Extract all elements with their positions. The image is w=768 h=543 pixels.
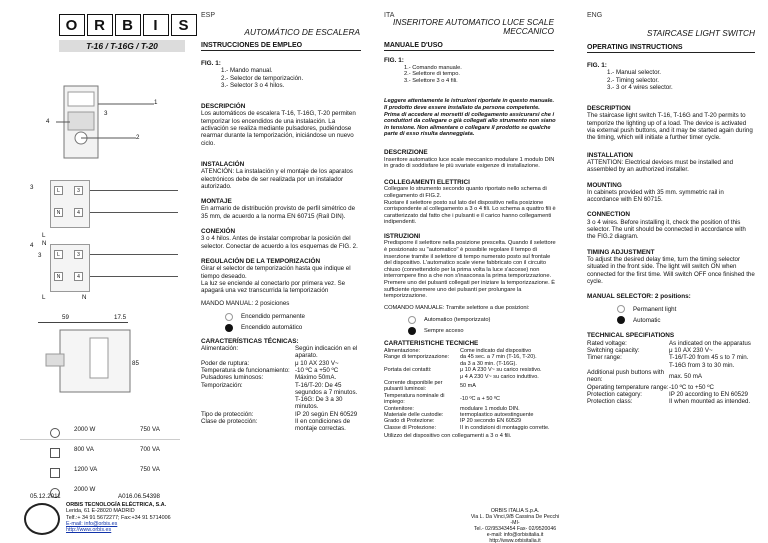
fig-en: FIG. 1: [587, 62, 607, 69]
line-n: N [82, 294, 87, 301]
orbis-footer-logo [24, 503, 60, 535]
terminal-l: L [54, 250, 63, 259]
selector-label: 4 [30, 242, 34, 249]
dim-height: 85 [132, 360, 139, 367]
spec-val: modulare 1 modulo DIN. [460, 405, 520, 412]
spec-val: II en condiciones de montaje correctas. [295, 417, 351, 433]
logo-letter: I [143, 14, 169, 36]
tim-h-en: TIMING ADJUSTMENT [587, 248, 655, 256]
spec-val: -10 ºC to +50 ºC [669, 383, 714, 391]
load-value: 700 VA [140, 446, 160, 453]
desc-it: Inseritore automatico luce scale meccanico modulare 1 modulo DIN in grado di soddisfare le più svariate esigenze di installazione. [384, 156, 555, 170]
spec-row [384, 354, 550, 367]
title-it: INSERITORE AUTOMATICO LUCE SCALE MECCANICO [392, 17, 554, 36]
terminal-n: N [54, 208, 63, 217]
line-n: N [42, 240, 47, 247]
spec-row [201, 345, 361, 360]
inst-en: ATTENTION: Electrical devices must be installed and assembled by an authorized installer. [587, 158, 734, 174]
pos2-row-en [617, 316, 755, 324]
spec-row [587, 369, 751, 384]
spec-key: Contenitore: [384, 405, 414, 412]
callout-2: 2 [136, 134, 140, 141]
spec-row [384, 367, 550, 380]
spec-val: μ 10 AX 230 V~ [669, 347, 713, 355]
car-h-es: CARACTERÍSTICAS TÉCNICAS: [201, 337, 299, 345]
spec-key: Alimentación: [201, 345, 239, 353]
spec-key: Rated voltage: [587, 339, 627, 347]
spec-row [201, 367, 361, 374]
wiring-diagram-3wire [30, 180, 180, 246]
coll-it: Collegare lo strumento secondo quanto riportato nello schema di collegamento di FIG.2. Ruotare il selettore posto sul lato del dispositivo nella posizione corrispondente al collegamento a 3 o 4 fili. Lo schema a quattro fili è caratterizzato dal fatto che i pulsanti e il carico hanno collegamenti indipendenti. [384, 186, 556, 226]
car-h-it: CARATTERISTICHE TECNICHE [384, 340, 479, 348]
load-value: 800 VA [74, 446, 94, 453]
manual-en: OPERATING INSTRUCTIONS [587, 44, 755, 53]
spec-key: Corrente disponibile per pulsanti luminosi: [384, 380, 443, 393]
spec-val: da 45 sec. a 7 min (T-16, T-20). da 3 a 30 min. (T-16G). [460, 354, 537, 367]
spec-row [587, 354, 751, 369]
section-es [201, 60, 361, 433]
spec-row [587, 384, 751, 391]
spec-row [587, 347, 751, 354]
switch-off-icon [225, 313, 233, 321]
spec-val: -10 ºC a + 50 ºC [460, 396, 500, 403]
pos1-row-en [617, 305, 755, 313]
logo-letter: S [171, 14, 197, 36]
spec-row [384, 380, 550, 393]
pos2-row-es [225, 324, 361, 332]
spec-table-en [587, 340, 751, 406]
mont-es: En armario de distribución provisto de perfil simétrico de 35 mm, de acuerdo a la norma EN 60715 (Raíl DIN). [201, 205, 356, 220]
spec-key: Temperatura nominale di impiego: [384, 392, 445, 406]
switch-on-icon [617, 316, 625, 324]
fig-items-es: 1.- Mando manual. 2.- Selector de temporización. 3.- Selector 3 o 4 hilos. [221, 67, 304, 89]
desc-h-es: DESCRIPCIÓN [201, 103, 246, 111]
spec-key: Range di temporizzazione: [384, 354, 450, 361]
spec-val: 50 mA [460, 383, 476, 390]
spec-row [587, 340, 751, 347]
spec-val: Máximo 50mA. [295, 374, 337, 382]
pos1-it: Automatico (temporizzato) [424, 317, 491, 324]
fig-it: FIG. 1: [384, 57, 404, 64]
spec-row [201, 418, 361, 433]
outline-drawing [40, 328, 136, 398]
con-h-en: CONNECTION [587, 211, 630, 219]
switch-off-icon [408, 316, 416, 324]
spec-key: Timer range: [587, 354, 622, 362]
manual-it: MANUALE D'USO [384, 42, 554, 51]
dim-width: 59 [62, 314, 69, 321]
reg-es: Girar el selector de temporización hasta que indique el tiempo deseado. La luz se enciende al conectarlo por primera vez. Se apagará una vez transcurrida la temporización [201, 265, 351, 295]
inst-es: ATENCIÓN: La instalación y el montaje de los aparatos electrónicos debe de ser realizada por un instalador autorizado. [201, 168, 353, 190]
spec-key: Pulsadores luminosos: [201, 374, 264, 382]
mont-h-es: MONTAJE [201, 198, 232, 206]
spec-val: -10 ºC a +50 ºC [295, 366, 339, 374]
spec-row [384, 425, 550, 431]
spec-key: Protection class: [587, 398, 633, 406]
lamp-icon [50, 428, 60, 438]
spec-key: Additional push buttons with neon: [587, 368, 665, 384]
company-name: ORBIS TECNOLOGÍA ELÉCTRICA, S.A. [66, 502, 167, 508]
spec-val: As indicated on the apparatus [669, 339, 751, 347]
pos2-it: Sempre acceso [424, 328, 464, 335]
spec-key: Protection category: [587, 390, 643, 398]
terminal-4: 4 [74, 272, 83, 281]
spec-key: Materiale delle custodie: [384, 412, 444, 419]
spec-val: termoplastico autoestinguente [460, 412, 534, 419]
lang-en: ENG [587, 12, 603, 19]
selector-label: 3 [30, 184, 34, 191]
pos1-es: Encendido permanente [241, 313, 305, 321]
mount-en: In cabinets provided with 35 mm. symmetric rail in accordance with EN 60715. [587, 188, 724, 204]
con-en: 3 o 4 wires. Before installing it, check the position of this selector. The unit should be connected in accordance with the FIG.2 diagram. [587, 218, 746, 241]
note-it: Utilizzo del dispositivo con collegamenti a 3 o 4 fili. [384, 433, 512, 440]
lang-es: ESP [201, 12, 216, 19]
spec-key: Clase de protección: [201, 417, 258, 425]
spec-key: Operating temperature range: [587, 383, 669, 391]
pos2-row-it [408, 327, 556, 335]
terminal-3: 3 [74, 186, 83, 195]
callout-4: 4 [46, 118, 50, 125]
spec-key: Poder de ruptura: [201, 359, 250, 367]
fig-es: FIG. 1: [201, 60, 221, 67]
load-value: 2000 W [74, 486, 96, 493]
company-phone: Telf.:+ 34 91 5672277; Fax:+34 91 5714006 [66, 514, 171, 521]
reg-h-es: REGULACIÓN DE LA TEMPORIZACIÓN [201, 257, 321, 265]
logo-letter: B [115, 14, 141, 36]
mount-h-en: MOUNTING [587, 181, 622, 189]
lang-it: ITA [384, 12, 395, 19]
line-l: L [42, 232, 46, 239]
desc-es: Los automáticos de escalera T-16, T-16G, T-20 permiten temporizar los encendidos de una instalación. La activación se realiza mediante pulsadores, pudiéndose rearmar durante la temporización, iniciándose un nuevo ciclo. [201, 110, 356, 147]
switch-off-icon [617, 305, 625, 313]
halogen-icon [50, 468, 60, 478]
spec-val: μ 10 AX 230 V~ [295, 359, 339, 367]
warning-it: Leggere attentamente le istruzioni riportate in questo manuale. Il prodotto deve essere installato da persona competente. Prima di accedere ai morsetti di collegamento assicurarsi che i conduttori da collegare o già collegati allo strumento non siano in tensione. Non alimentare o collegare il prodotto se qualche parte di esso risulta danneggiata. [384, 98, 556, 138]
spec-row [587, 398, 751, 405]
logo-letter: R [87, 14, 113, 36]
footer-it: ORBIS ITALIA S.p.A. Via L. Da Vinci,9/B Cassina De Pecchi -MI- Tel.- 02/95343454 Fax- 02/9520046 e-mail: info@orbisitalia.it http://www.orbisitalia.it [470, 508, 560, 543]
istr-it: Predisporre il selettore nella posizione prescelta. Quando il selettore è posizionato su "automatico" è possibile regolare il tempo di inserzione tramite il selettore di tempo numerato posto sul frontale del dispositivo. L'automatico scale viene fabbricato con il circuito chiuso (connettendolo per la prima volta la luce s'accese) non interrompere fino a che non s'inasconsa la prima temporizzazione. Premere uno dei pulsanti collegati per iniziare la temporizzazione. È sufficiente ripremere uno dei pulsanti per prolungare la temporizzazione. [384, 240, 556, 300]
spec-key: Grado di Protezione: [384, 418, 435, 425]
spec-row [201, 374, 361, 381]
terminal-4: 4 [74, 208, 83, 217]
section-en [587, 62, 755, 405]
desc-en: The staircase light switch T-16, T-16G and T-20 permits to temporize the lighting up of a load. The device is activated via external push buttons, and it may be started again during the timing, which will initiate a further timer cycle. [587, 112, 753, 142]
callout-3: 3 [104, 110, 108, 117]
cmd-it: COMANDO MANUALE: Tramite selettore a due posizioni: [384, 304, 530, 311]
title-es: AUTOMÁTICO DE ESCALERA [244, 27, 360, 37]
coll-h-it: COLLEGAMENTI ELETTRICI [384, 178, 470, 186]
inst-h-es: INSTALACIÓN [201, 160, 245, 168]
section-it [384, 58, 556, 440]
fig-items-it: 1.- Comando manuale. 2.- Selettore di tempo. 3.- Selettore 3 o 4 fili. [404, 64, 462, 84]
spec-key: Alimentazione: [384, 348, 421, 354]
spec-val: max. 50 mA [669, 372, 703, 380]
callout-1: 1 [154, 99, 158, 106]
doc-date: 05.12.2011 [30, 493, 61, 500]
doc-code: A016.06.54398 [118, 493, 160, 500]
company-email[interactable]: E-mail: info@orbis.es [66, 520, 118, 527]
company-city: E-28020 MADRID [91, 508, 135, 515]
load-value: 2000 W [74, 426, 96, 433]
model-title: T-16 / T-16G / T-20 [59, 40, 185, 52]
spec-val: IP 20 according to EN 60529 [669, 390, 749, 398]
inst-h-en: INSTALLATION [587, 151, 633, 159]
spec-val: T-16/T-20 from 45 s to 7 min. T-16G from 3 to 30 min. [669, 354, 749, 369]
pos2-en: Automatic [633, 316, 661, 324]
tim-en: To adjust the desired delay time, turn the timing selector situated in the front side. The light will switch ON when connected for the first time. Will switch OFF once finished the cycle. [587, 255, 755, 285]
orbis-logo [59, 14, 197, 36]
spec-table-it [384, 348, 550, 431]
spec-val: T-16/T-20: De 45 segundos a 7 minutos. T-16G: De 3 a 30 minutos. [295, 381, 358, 411]
manual-es: INSTRUCCIONES DE EMPLEO [201, 42, 361, 51]
wiring-diagram-4wire [30, 240, 180, 306]
pos2-es: Encendido automático [241, 324, 303, 332]
switch-on-icon [408, 327, 416, 335]
spec-key: Portata dei contatti: [384, 367, 432, 374]
spec-row [201, 360, 361, 367]
spec-key: Switching capacity: [587, 347, 640, 355]
pos1-en: Permanent light [633, 305, 677, 313]
line-l: L [42, 294, 46, 301]
desc-h-en: DESCRIPTION [587, 105, 631, 113]
spec-key: Tipo de protección: [201, 410, 254, 418]
switch-on-icon [225, 324, 233, 332]
dimension-drawing [40, 328, 136, 398]
mando-es: MANDO MANUAL: 2 posiciones [201, 300, 290, 308]
dim-17: 17.5 [114, 314, 127, 321]
company-address: Lerida, 61 [66, 508, 90, 515]
device-figure [36, 82, 166, 162]
con-es: 3 o 4 hilos. Antes de instalar comprobar la posición del selector. Conectar de acuerdo a los esquemas de FIG. 2. [201, 235, 358, 250]
spec-key: Classe di Protezione: [384, 424, 436, 431]
fluorescent-icon [50, 448, 60, 458]
desc-h-it: DESCRIZIONE [384, 148, 428, 156]
pos1-row-it [408, 316, 556, 324]
device-drawing [36, 82, 166, 162]
spec-val: μ 10 A 230 V~ su carico resistivo. μ 4 A 230 V~ su carico induttivo. [460, 367, 542, 380]
spec-key: Temperatura de funcionamiento: [201, 366, 290, 374]
man-en: MANUAL SELECTOR: 2 positions: [587, 293, 691, 301]
istr-h-it: ISTRUZIONI [384, 232, 421, 240]
spec-table-es [201, 345, 361, 433]
spec-row [201, 382, 361, 411]
company-web[interactable]: http://www.orbis.es [66, 527, 112, 534]
terminal-n: N [54, 272, 63, 281]
terminal-l: L [54, 186, 63, 195]
load-value: 750 VA [140, 426, 160, 433]
spec-row [201, 411, 361, 418]
spec-val: II when mounted as intended. [669, 398, 751, 406]
logo-letter: O [59, 14, 85, 36]
spec-val: IP 20 secondo EN 60529 [460, 418, 522, 425]
terminal-3: 3 [74, 250, 83, 259]
title-en: STAIRCASE LIGHT SWITCH [646, 28, 755, 38]
spec-val: II in condizioni di montaggio corrette. [460, 424, 550, 431]
spec-row [384, 393, 550, 406]
fig-items-en: 1.- Manual selector. 2.- Timing selector. 3.- 3 or 4 wires selector. [607, 69, 673, 91]
selector-label: 3 [38, 252, 42, 259]
load-value: 1200 VA [74, 466, 98, 473]
spec-val: IP 20 según EN 60529 [295, 410, 358, 418]
con-h-es: CONEXIÓN [201, 228, 236, 236]
spec-val: Come indicato dal dispositivo [460, 348, 532, 354]
car-h-en: TECHNICAL SPECIFIATIONS [587, 332, 675, 340]
pos1-row-es [225, 313, 361, 321]
load-value: 750 VA [140, 466, 160, 473]
spec-key: Temporización: [201, 381, 243, 389]
spec-val: Según indicación en el aparato. [295, 345, 358, 360]
company-footer [66, 502, 186, 533]
spec-row [587, 391, 751, 398]
